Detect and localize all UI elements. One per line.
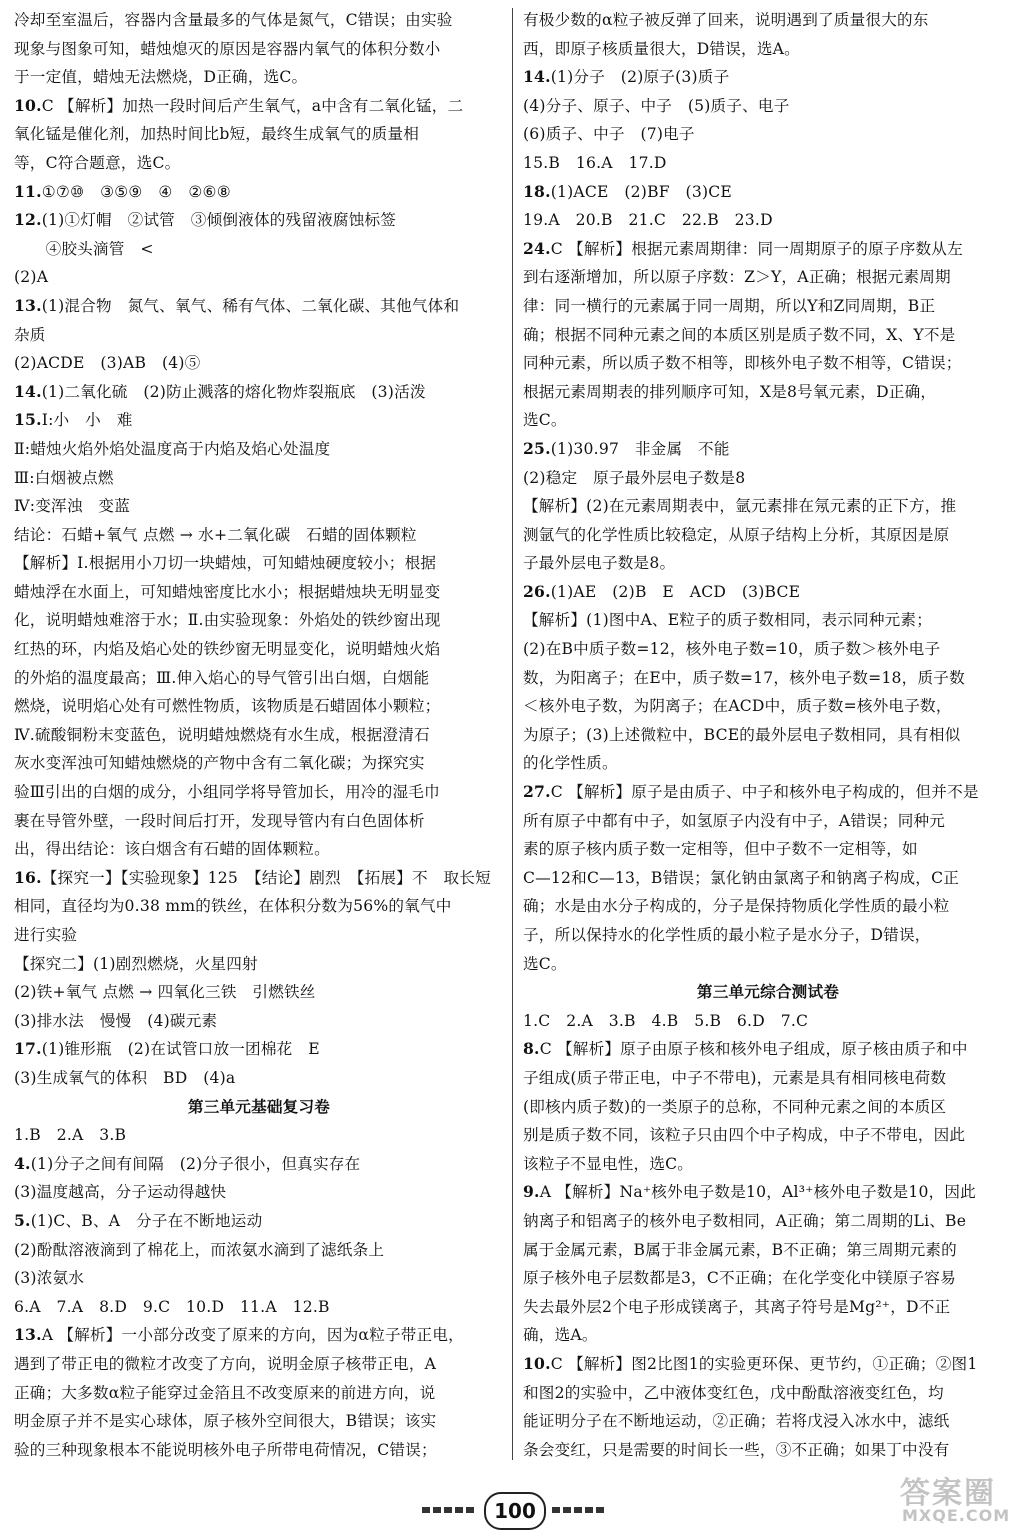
- question-number: 14.: [523, 67, 551, 87]
- column-divider: [512, 8, 513, 1460]
- answer-line: [14, 578, 504, 607]
- answer-line: [523, 492, 1013, 521]
- answer-line: [14, 1264, 504, 1293]
- answer-line: [14, 149, 504, 178]
- page-number: 100: [484, 1492, 546, 1530]
- answer-text: (1)30.97 非金属 不能: [550, 439, 730, 458]
- answer-text: 数，为阳离子；在E中，质子数=17，核外电子数=18，质子数: [523, 668, 965, 687]
- answer-line: [14, 978, 504, 1007]
- answer-line: [14, 864, 504, 893]
- answer-line: [523, 778, 1013, 807]
- answer-line: [523, 864, 1013, 893]
- left-column: [14, 6, 504, 1464]
- answer-line: [523, 664, 1013, 693]
- question-number: 10.: [523, 1353, 551, 1373]
- answer-line: [14, 807, 504, 836]
- answer-text: (1)C、B、A 分子在不断地运动: [30, 1211, 263, 1230]
- question-number: 13.: [14, 1325, 42, 1345]
- answer-line: [523, 892, 1013, 921]
- answer-text: 钠离子和铝离子的核外电子数相同，A正确；第二周期的Li、Be: [523, 1211, 967, 1230]
- answer-line: [14, 778, 504, 807]
- answer-line: [523, 1379, 1013, 1408]
- answer-line: [14, 292, 504, 321]
- answer-text: 有极少数的α粒子被反弹了回来，说明遇到了质量很大的东: [523, 11, 929, 29]
- answer-text: 根据元素周期表的排列顺序可知，X是8号氧元素，D正确，: [523, 382, 937, 401]
- answer-text: C 【解析】根据元素周期律：同一周期原子的原子序数从左: [550, 239, 963, 258]
- answer-text: (2)铁+氧气 点燃 → 四氧化三铁 引燃铁丝: [14, 983, 316, 1002]
- answer-text: 属于金属元素，B属于非金属元素，B不正确；第三周期元素的: [523, 1240, 957, 1259]
- answer-text: 选C。: [523, 411, 567, 430]
- answer-line: [523, 1407, 1013, 1436]
- site-watermark: [870, 1466, 1020, 1532]
- answer-text: Ⅱ:蜡烛火焰外焰处温度高于内焰及焰心处温度: [14, 439, 331, 458]
- question-number: 18.: [523, 181, 551, 201]
- answer-line: [523, 1350, 1013, 1379]
- answer-line: [14, 492, 504, 521]
- answer-line: [14, 1207, 504, 1236]
- answer-text: (2)A: [14, 268, 49, 287]
- answer-text: 结论：石蜡+氧气 点燃 → 水+二氧化碳 石蜡的固体颗粒: [14, 525, 417, 544]
- answer-text: 进行实验: [14, 926, 78, 944]
- answer-text: 红热的环，内焰及焰心处的铁纱窗无明显变化，说明蜡烛火焰: [14, 640, 441, 659]
- answer-text: 等，C符合题意，选C。: [14, 153, 181, 172]
- answer-line: [523, 1150, 1013, 1179]
- answer-text: 遇到了带正电的微粒才改变了方向，说明金原子核带正电，A: [14, 1354, 437, 1373]
- answer-line: [14, 406, 504, 435]
- answer-line: [523, 206, 1013, 235]
- answer-text: (4)分子、原子、中子 (5)质子、电子: [523, 96, 790, 115]
- right-column: [523, 6, 1013, 1464]
- answer-line: [14, 63, 504, 92]
- answer-line: [523, 349, 1013, 378]
- answer-text: 为原子；(3)上述微粒中，BCE的最外层电子数相同，具有相似: [523, 725, 961, 744]
- answer-text: Ⅰ:小 小 难: [41, 411, 133, 430]
- question-number: 14.: [14, 381, 42, 401]
- answer-text: 冷却至室温后，容器内含量最多的气体是氮气，C错误；由实验: [14, 11, 453, 29]
- answer-text: 测氩气的化学性质比较稳定，从原子结构上分析，其原因是原: [523, 525, 950, 544]
- answer-text: C—12和C—13，B错误；氯化钠由氯离子和钠离子构成，C正: [523, 868, 960, 887]
- answer-line: [523, 721, 1013, 750]
- answer-text: 第三单元基础复习卷: [187, 1096, 331, 1116]
- question-number: 4.: [14, 1153, 31, 1173]
- answer-line: [523, 549, 1013, 578]
- answer-line: [14, 120, 504, 149]
- answer-line: [523, 1064, 1013, 1093]
- answer-line: [523, 120, 1013, 149]
- answer-text: Ⅳ:变浑浊 变蓝: [14, 497, 130, 516]
- answer-line: [14, 349, 504, 378]
- answer-text: 1.C 2.A 3.B 4.B 5.B 6.D 7.C: [523, 1011, 809, 1030]
- answer-line: [523, 92, 1013, 121]
- answer-line: [14, 35, 504, 64]
- answer-line: [523, 35, 1013, 64]
- answer-text: (3)浓氨水: [14, 1269, 85, 1288]
- answer-text: 原子核外电子层数都是3，C不正确；在化学变化中镁原子容易: [523, 1269, 956, 1288]
- answer-text: 出，得出结论：该白烟含有石蜡的固体颗粒。: [14, 840, 330, 859]
- answer-text: C 【解析】加热一段时间后产生氧气，a中含有二氧化锰，二: [41, 96, 464, 115]
- footer-ornament-left-icon: [422, 1504, 478, 1516]
- answer-text: 杂质: [14, 325, 46, 344]
- answer-text: 别是质子数不同，该粒子只由四个中子构成，中子不带电，因此: [523, 1126, 966, 1145]
- answer-line: [14, 692, 504, 721]
- answer-text: C 【解析】图2比图1的实验更环保、更节约，①正确；②图1: [550, 1354, 978, 1373]
- answer-line: [523, 1436, 1013, 1465]
- answer-line: [14, 464, 504, 493]
- answer-text: 律：同一横行的元素属于同一周期，所以Y和Z同周期，B正: [523, 296, 936, 315]
- answer-line: [14, 1035, 504, 1064]
- answer-text: 素的原子核内质子数一定相等，但中子数不一定相等，如: [523, 840, 918, 859]
- answer-line: [14, 1236, 504, 1265]
- watermark-logo-text: 答案圈: [900, 1476, 996, 1511]
- answer-text: 能证明分子在不断地运动，②正确；若将戊浸入冰水中，滤纸: [523, 1412, 950, 1431]
- answer-line: [14, 1150, 504, 1179]
- answer-text: (1)ACE (2)BF (3)CE: [550, 182, 732, 201]
- answer-text: 1.B 2.A 3.B: [14, 1126, 127, 1145]
- answer-line: [14, 1379, 504, 1408]
- answer-text: (1)AE (2)B E ACD (3)BCE: [550, 582, 801, 601]
- question-number: 25.: [523, 438, 551, 458]
- answer-text: 第三单元综合测试卷: [696, 982, 840, 1002]
- answer-line: [523, 606, 1013, 635]
- answer-line: [14, 1007, 504, 1036]
- answer-text: (1)混合物 氮气、氧气、稀有气体、二氧化碳、其他气体和: [41, 296, 460, 315]
- answer-line: [14, 892, 504, 921]
- answer-text: 验Ⅲ引出的白烟的成分，小组同学将导管加长，用冷的湿毛巾: [14, 783, 440, 802]
- answer-text: ①⑦⑩ ③⑤⑨ ④ ②⑥⑧: [41, 182, 231, 201]
- answer-line: [14, 1293, 504, 1322]
- answer-text: 的外焰的温度最高；Ⅲ.伸入焰心的导气管引出白烟，白烟能: [14, 668, 430, 687]
- answer-text: 【探究二】(1)剧烈燃烧，火星四射: [14, 954, 258, 973]
- answer-text: 现象与图象可知，蜡烛熄灭的原因是容器内氧气的体积分数小: [14, 39, 441, 58]
- answer-text: (1)①灯帽 ②试管 ③倾倒液体的残留液腐蚀标签: [41, 211, 397, 230]
- watermark-url: MXQE.COM: [902, 1506, 1011, 1525]
- section-heading: [14, 1093, 504, 1122]
- answer-text: C 【解析】原子是由质子、中子和核外电子构成的，但并不是: [550, 783, 979, 802]
- answer-text: 明金原子并不是实心球体，原子核外空间很大，B错误；该实: [14, 1412, 437, 1431]
- answer-line: [14, 263, 504, 292]
- question-number: 9.: [523, 1182, 540, 1202]
- answer-text: 确，选A。: [523, 1326, 598, 1345]
- answer-line: [14, 721, 504, 750]
- answer-line: [523, 635, 1013, 664]
- answer-text: 6.A 7.A 8.D 9.C 10.D 11.A 12.B: [14, 1297, 330, 1316]
- answer-line: [523, 1321, 1013, 1350]
- answer-text: 子组成(质子带正电，中子不带电)，元素是具有相同核电荷数: [523, 1068, 947, 1087]
- question-number: 27.: [523, 782, 551, 802]
- answer-line: [14, 1436, 504, 1465]
- answer-line: [523, 1264, 1013, 1293]
- answer-text: 该粒子不显电性，选C。: [523, 1154, 694, 1173]
- question-number: 13.: [14, 295, 42, 315]
- answer-line: [523, 835, 1013, 864]
- answer-line: [14, 1064, 504, 1093]
- answer-text: Ⅳ.硫酸铜粉末变蓝色，说明蜡烛燃烧有水生成，根据澄清石: [14, 725, 430, 744]
- answer-text: (2)酚酞溶液滴到了棉花上，而浓氨水滴到了滤纸条上: [14, 1240, 385, 1259]
- answer-text: 到右逐渐增加，所以原子序数：Z＞Y，A正确；根据元素周期: [523, 268, 951, 287]
- answer-line: [523, 235, 1013, 264]
- question-number: 10.: [14, 95, 42, 115]
- answer-text: (3)排水法 慢慢 (4)碳元素: [14, 1011, 218, 1030]
- answer-line: [523, 692, 1013, 721]
- answer-line: [523, 321, 1013, 350]
- answer-text: 氧化锰是催化剂，加热时间比b短，最终生成氧气的质量相: [14, 125, 420, 144]
- answer-line: [523, 292, 1013, 321]
- answer-line: [523, 1121, 1013, 1150]
- answer-text: 燃烧，说明焰心处有可燃性物质，该物质是石蜡固体小颗粒；: [14, 697, 441, 716]
- answer-line: [523, 464, 1013, 493]
- answer-text: (3)温度越高，分子运动得越快: [14, 1183, 227, 1202]
- answer-line: [14, 835, 504, 864]
- answer-line: [14, 950, 504, 979]
- question-number: 5.: [14, 1210, 31, 1230]
- question-number: 12.: [14, 210, 42, 230]
- answer-line: [14, 749, 504, 778]
- answer-text: (2)在B中质子数=12，核外电子数=10，质子数＞核外电子: [523, 640, 941, 659]
- answer-line: [14, 6, 504, 35]
- question-number: 26.: [523, 581, 551, 601]
- answer-text: (1)分子 (2)原子(3)质子: [550, 68, 730, 87]
- answer-line: [523, 1293, 1013, 1322]
- answer-text: 同种元素，所以质子数不相等，即核外电子数不相等，C错误；: [523, 354, 962, 373]
- answer-line: [14, 92, 504, 121]
- answer-text: ＜核外电子数，为阴离子；在ACD中，质子数=核外电子数，: [523, 697, 952, 716]
- answer-line: [14, 1178, 504, 1207]
- answer-text: (3)生成氧气的体积 BD (4)a: [14, 1068, 236, 1087]
- answer-text: (2)ACDE (3)AB (4)⑤: [14, 354, 201, 373]
- answer-text: 选C。: [523, 954, 567, 973]
- answer-line: [523, 406, 1013, 435]
- answer-text: 确；水是由水分子构成的，分子是保持物质化学性质的最小粒: [523, 897, 950, 916]
- answer-text: (1)分子之间有间隔 (2)分子很小，但真实存在: [30, 1154, 361, 1173]
- answer-text: 【探究一】【实验现象】125 【结论】剧烈 【拓展】不 取长短: [41, 868, 491, 887]
- answer-line: [14, 606, 504, 635]
- answer-line: [523, 263, 1013, 292]
- answer-text: 相同，直径均为0.38 mm的铁丝，在体积分数为56%的氧气中: [14, 897, 452, 916]
- answer-text: 和图2的实验中，乙中液体变红色，戊中酚酞溶液变红色，均: [523, 1383, 944, 1402]
- answer-text: 的化学性质。: [523, 754, 618, 773]
- answer-line: [523, 1093, 1013, 1122]
- answer-line: [14, 664, 504, 693]
- footer-ornament-right-icon: [548, 1504, 604, 1516]
- answer-line: [523, 149, 1013, 178]
- answer-line: [14, 549, 504, 578]
- answer-line: [14, 435, 504, 464]
- answer-line: [14, 921, 504, 950]
- answer-line: [523, 521, 1013, 550]
- question-number: 16.: [14, 867, 42, 887]
- answer-text: 正确；大多数α粒子能穿过金箔且不改变原来的前进方向，说: [14, 1383, 436, 1402]
- answer-text: 【解析】(2)在元素周期表中，氩元素排在氖元素的正下方，推: [523, 497, 957, 516]
- answer-text: 灰水变浑浊可知蜡烛燃烧的产物中含有二氧化碳；为探究实: [14, 754, 425, 773]
- answer-text: 【解析】Ⅰ.根据用小刀切一块蜡烛，可知蜡烛硬度较小；根据: [14, 554, 437, 573]
- answer-line: [14, 521, 504, 550]
- answer-line: [14, 321, 504, 350]
- answer-text: 子最外层电子数是8。: [523, 554, 676, 573]
- answer-line: [523, 1007, 1013, 1036]
- question-number: 11.: [14, 181, 42, 201]
- answer-text: 19.A 20.B 21.C 22.B 23.D: [523, 211, 773, 230]
- question-number: 24.: [523, 238, 551, 258]
- answer-text: C 【解析】原子由原子核和核外电子组成，原子核由质子和中: [539, 1040, 968, 1059]
- answer-line: [523, 921, 1013, 950]
- answer-text: 于一定值，蜡烛无法燃烧，D正确，选C。: [14, 68, 308, 87]
- answer-line: [14, 635, 504, 664]
- answer-line: [14, 1350, 504, 1379]
- answer-line: [14, 1407, 504, 1436]
- answer-line: [523, 578, 1013, 607]
- answer-line: [523, 6, 1013, 35]
- answer-text: A 【解析】Na⁺核外电子数是10，Al³⁺核外电子数是10，因此: [539, 1183, 976, 1202]
- answer-text: A 【解析】一小部分改变了原来的方向，因为α粒子带正电，: [41, 1326, 464, 1345]
- section-heading: [523, 978, 1013, 1007]
- answer-line: [523, 807, 1013, 836]
- answer-line: [523, 378, 1013, 407]
- answer-text: 蜡烛浮在水面上，可知蜡烛密度比水小；根据蜡烛块无明显变: [14, 582, 441, 601]
- answer-text: 15.B 16.A 17.D: [523, 153, 667, 172]
- answer-line: [14, 178, 504, 207]
- answer-line: [523, 1207, 1013, 1236]
- answer-text: 失去最外层2个电子形成镁离子，其离子符号是Mg²⁺，D不正: [523, 1297, 951, 1316]
- question-number: 8.: [523, 1039, 540, 1059]
- answer-text: (6)质子、中子 (7)电子: [523, 125, 695, 144]
- answer-text: ④胶头滴管 <: [14, 239, 154, 258]
- answer-text: 确；根据不同种元素之间的本质区别是质子数不同，X、Y不是: [523, 325, 956, 344]
- answer-text: 条会变红，只是需要的时间长一些，③不正确；如果丁中没有: [523, 1440, 950, 1459]
- answer-line: [523, 178, 1013, 207]
- answer-text: (2)稳定 原子最外层电子数是8: [523, 468, 746, 487]
- answer-line: [523, 749, 1013, 778]
- answer-line: [14, 378, 504, 407]
- answer-text: 所有原子中都有中子，如氢原子内没有中子，A错误；同种元: [523, 811, 946, 830]
- answer-text: 【解析】(1)图中A、E粒子的质子数相同，表示同种元素；: [523, 611, 932, 630]
- answer-line: [523, 435, 1013, 464]
- answer-text: Ⅲ:白烟被点燃: [14, 468, 114, 487]
- answer-text: 子，所以保持水的化学性质的最小粒子是水分子，D错误，: [523, 926, 931, 944]
- answer-line: [14, 235, 504, 264]
- question-number: 17.: [14, 1039, 42, 1059]
- answer-line: [14, 1121, 504, 1150]
- answer-line: [14, 1321, 504, 1350]
- answer-text: (1)锥形瓶 (2)在试管口放一团棉花 E: [41, 1040, 320, 1059]
- answer-text: 西，即原子核质量很大，D错误，选A。: [523, 39, 800, 58]
- answer-line: [523, 1035, 1013, 1064]
- answer-line: [523, 1178, 1013, 1207]
- answer-text: 验的三种现象根本不能说明核外电子所带电荷情况，C错误；: [14, 1440, 437, 1459]
- answer-text: (即核内质子数)的一类原子的总称，不同种元素之间的本质区: [523, 1097, 947, 1116]
- answer-text: (1)二氧化硫 (2)防止溅落的熔化物炸裂瓶底 (3)活泼: [41, 382, 426, 401]
- answer-line: [523, 1236, 1013, 1265]
- answer-line: [14, 206, 504, 235]
- question-number: 15.: [14, 410, 42, 430]
- answer-text: 化，说明蜡烛难溶于水；Ⅱ.由实验现象：外焰处的铁纱窗出现: [14, 611, 441, 630]
- answer-line: [523, 950, 1013, 979]
- answer-text: 裹在导管外壁，一段时间后打开，发现导管内有白色固体析: [14, 811, 425, 830]
- answer-line: [523, 63, 1013, 92]
